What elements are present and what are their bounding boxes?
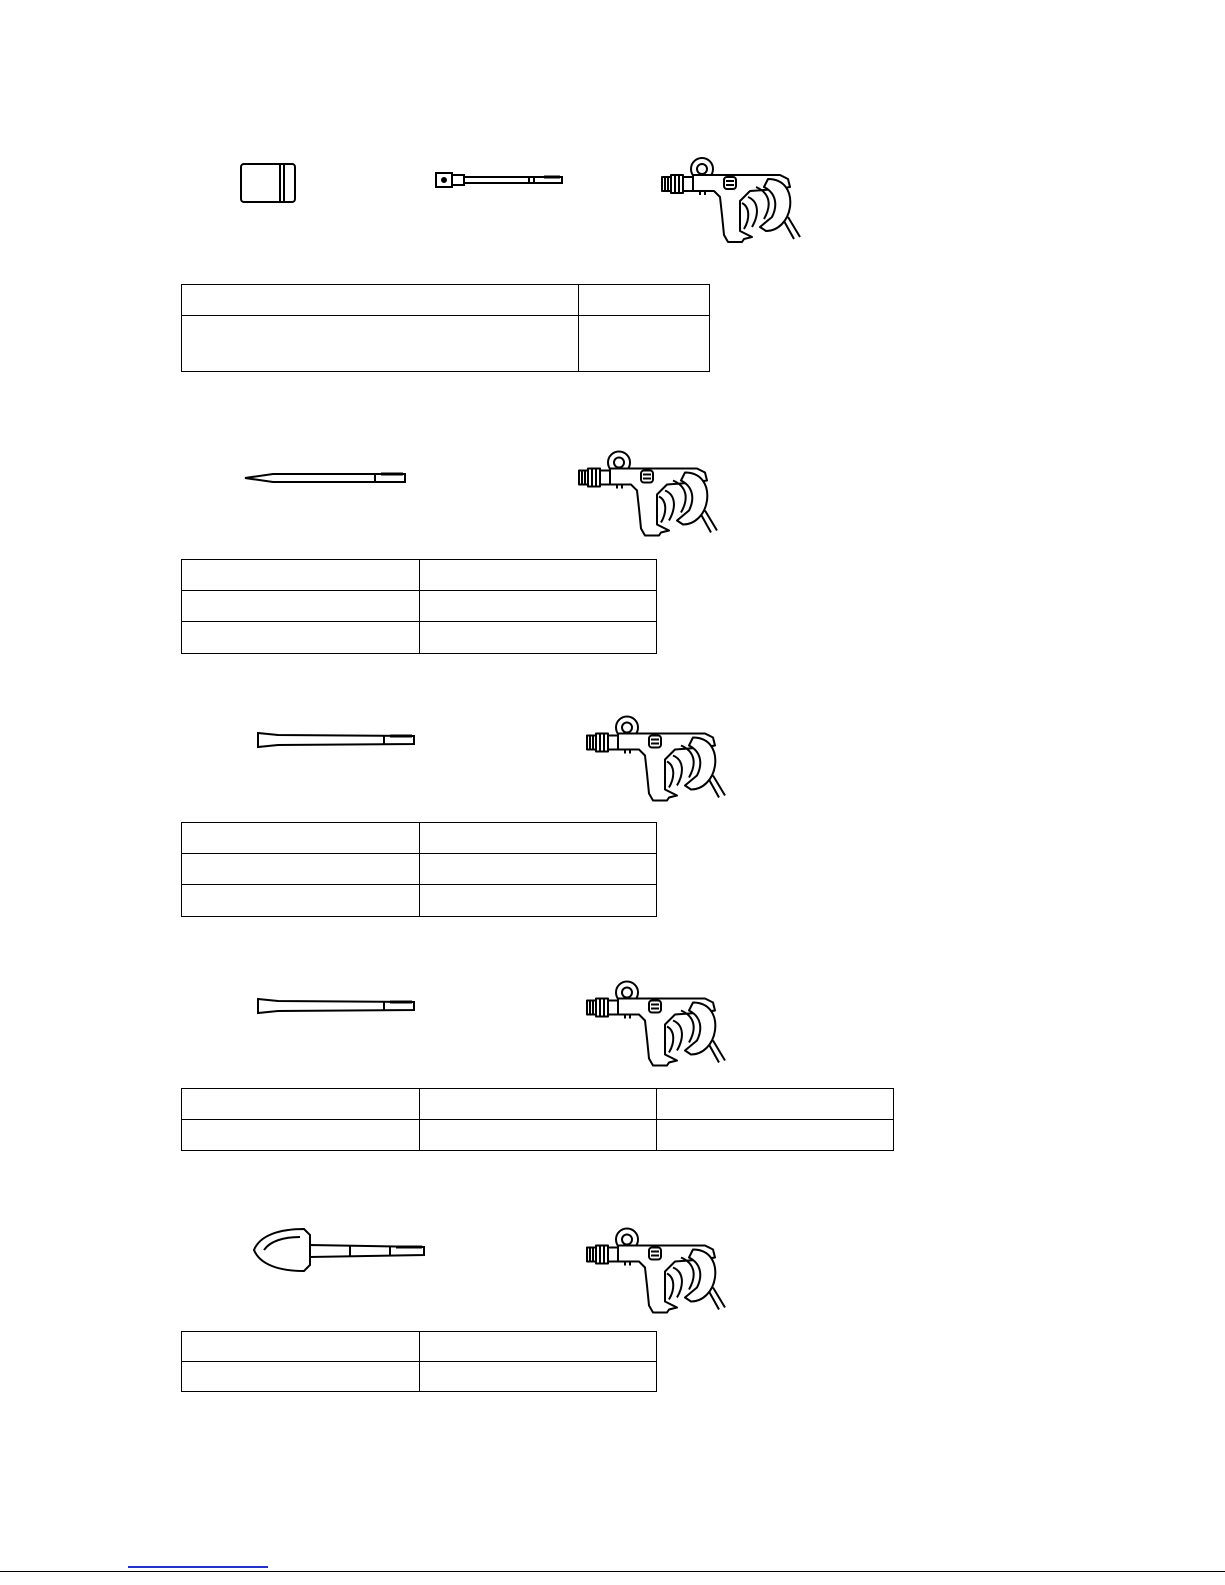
table-cell — [182, 285, 579, 316]
table-cell — [182, 823, 420, 854]
rotary-hammer-icon — [585, 708, 730, 808]
table-cell — [420, 560, 657, 591]
table-cell — [182, 622, 420, 654]
table-cell — [182, 1089, 420, 1120]
flat-chisel-icon — [254, 730, 419, 750]
table-cell — [579, 285, 710, 316]
footer-link-underline[interactable] — [128, 1566, 268, 1568]
flat-chisel-icon — [254, 996, 419, 1016]
table-cell — [420, 1089, 657, 1120]
table-cell — [420, 823, 657, 854]
table-cell — [420, 885, 657, 917]
spade-chisel-icon — [250, 1225, 428, 1275]
spec-table-1 — [181, 284, 710, 372]
footer-rule — [0, 1571, 1225, 1572]
table-cell — [420, 622, 657, 654]
table-cell — [182, 591, 420, 622]
rotary-hammer-icon — [585, 973, 730, 1073]
table-cell — [182, 885, 420, 917]
table-cell — [420, 591, 657, 622]
shank-adapter-icon — [434, 170, 564, 190]
table-cell — [182, 1120, 420, 1151]
table-cell — [420, 1332, 657, 1362]
spec-table-2 — [181, 559, 657, 654]
table-cell — [182, 1332, 420, 1362]
rotary-hammer-icon — [660, 152, 805, 247]
table-cell — [182, 316, 579, 372]
sleeve-icon — [238, 161, 298, 205]
spec-table-4 — [181, 1088, 894, 1151]
spec-table-3 — [181, 822, 657, 917]
rotary-hammer-icon — [585, 1220, 730, 1320]
table-cell — [182, 854, 420, 885]
table-cell — [657, 1089, 894, 1120]
table-cell — [579, 316, 710, 372]
table-cell — [182, 1362, 420, 1392]
spec-table-5 — [181, 1331, 657, 1392]
bull-point-chisel-icon — [243, 470, 408, 486]
table-cell — [420, 1362, 657, 1392]
table-cell — [657, 1120, 894, 1151]
table-cell — [420, 1120, 657, 1151]
table-cell — [420, 854, 657, 885]
table-cell — [182, 560, 420, 591]
rotary-hammer-icon — [577, 443, 722, 543]
